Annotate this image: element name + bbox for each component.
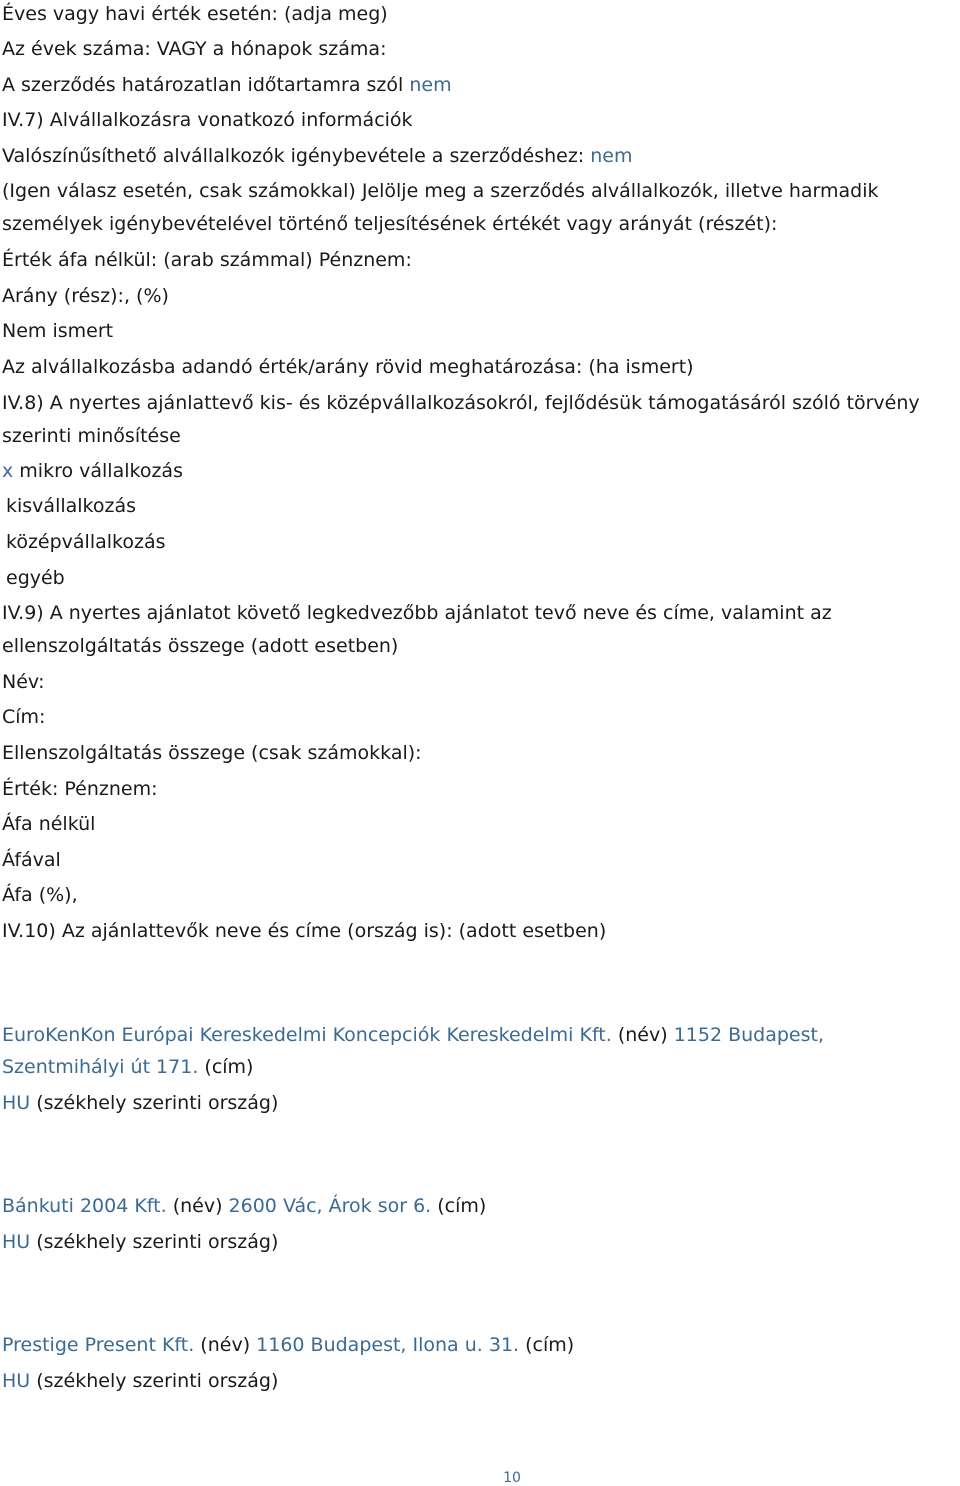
bidder-1-country-tag: (székhely szerinti ország)	[30, 1092, 279, 1114]
section-heading-iv8-1: IV.8) A nyertes ajánlattevő kis- és középvállalkozásokról, fejlődésük támogatásáról szóló törvény	[2, 392, 920, 414]
bidder-2-name-tag: (név)	[166, 1195, 229, 1217]
bidder-3-name-tag: (név)	[194, 1334, 257, 1356]
indefinite-term-label: A szerződés határozatlan időtartamra szól	[2, 74, 410, 96]
line-value-currency: Érték: Pénznem:	[2, 778, 158, 800]
bidder-1-address-tag: (cím)	[198, 1056, 254, 1078]
line-gross: Áfával	[2, 849, 61, 871]
micro-enterprise-label: mikro vállalkozás	[13, 460, 183, 482]
bidder-2-country-tag: (székhely szerinti ország)	[30, 1231, 279, 1253]
subcontractor-likely-value: nem	[590, 145, 633, 167]
bidder-2-name: Bánkuti 2004 Kft.	[2, 1195, 167, 1217]
line-address: Cím:	[2, 706, 46, 728]
option-other: egyéb	[6, 567, 65, 589]
bidder-1-name-line	[2, 1024, 824, 1046]
indefinite-term-value: nem	[409, 74, 452, 96]
bidder-1-country-line	[2, 1092, 278, 1114]
line-annual-monthly: Éves vagy havi érték esetén: (adja meg)	[2, 3, 388, 25]
bidder-1-address-part1: 1152 Budapest,	[673, 1024, 825, 1046]
option-medium-enterprise: középvállalkozás	[6, 531, 166, 553]
section-heading-iv7: IV.7) Alvállalkozásra vonatkozó információk	[2, 109, 413, 131]
line-consideration-amount: Ellenszolgáltatás összege (csak számokkal):	[2, 742, 422, 764]
line-not-known: Nem ismert	[2, 320, 114, 342]
bidder-2-country-line	[2, 1231, 278, 1253]
bidder-1-country: HU	[2, 1092, 31, 1114]
option-small-enterprise: kisvállalkozás	[6, 495, 137, 517]
bidder-3-name: Prestige Present Kft.	[2, 1334, 195, 1356]
section-heading-iv9-1: IV.9) A nyertes ajánlatot követő legkedvezőbb ajánlatot tevő neve és címe, valamint az	[2, 602, 832, 624]
line-subcontractor-instruction-2: személyek igénybevételével történő teljesítésének értékét vagy arányát (részét):	[2, 213, 778, 235]
line-subcontractor-likely	[2, 145, 633, 167]
line-subcontractor-instruction-1: (Igen válasz esetén, csak számokkal) Jelölje meg a szerződés alvállalkozók, illetve harmadik	[2, 180, 879, 202]
section-heading-iv8-2: szerinti minősítése	[2, 425, 181, 447]
bidder-3-address: 1160 Budapest, Ilona u. 31.	[256, 1334, 520, 1356]
micro-enterprise-mark: x	[2, 460, 14, 482]
line-years-months: Az évek száma: VAGY a hónapok száma:	[2, 38, 387, 60]
line-net: Áfa nélkül	[2, 813, 96, 835]
bidder-3-address-tag: (cím)	[519, 1334, 575, 1356]
bidder-3-name-line	[2, 1334, 574, 1356]
line-value-without-vat: Érték áfa nélkül: (arab számmal) Pénznem:	[2, 249, 412, 271]
section-heading-iv10: IV.10) Az ajánlattevők neve és címe (ország is): (adott esetben)	[2, 920, 607, 942]
bidder-2-name-line	[2, 1195, 486, 1217]
bidder-1-address-part2: Szentmihályi út 171.	[2, 1056, 199, 1078]
bidder-3-country-line	[2, 1370, 278, 1392]
bidder-1-name-tag: (név)	[611, 1024, 674, 1046]
bidder-2-country: HU	[2, 1231, 31, 1253]
bidder-3-country-tag: (székhely szerinti ország)	[30, 1370, 279, 1392]
line-vat-percent: Áfa (%),	[2, 884, 78, 906]
line-indefinite-term	[2, 74, 452, 96]
page-number: 10	[503, 1470, 521, 1486]
bidder-1-address-line	[2, 1056, 253, 1078]
bidder-1-name: EuroKenKon Európai Kereskedelmi Koncepciók Kereskedelmi Kft.	[2, 1024, 612, 1046]
bidder-2-address-tag: (cím)	[431, 1195, 487, 1217]
bidder-3-country: HU	[2, 1370, 31, 1392]
line-ratio: Arány (rész):, (%)	[2, 285, 169, 307]
option-micro-enterprise	[2, 460, 183, 482]
line-subcontract-description: Az alvállalkozásba adandó érték/arány rövid meghatározása: (ha ismert)	[2, 356, 694, 378]
section-heading-iv9-2: ellenszolgáltatás összege (adott esetben)	[2, 635, 399, 657]
bidder-2-address: 2600 Vác, Árok sor 6.	[228, 1195, 432, 1217]
subcontractor-likely-label: Valószínűsíthető alvállalkozók igénybevétele a szerződéshez:	[2, 145, 591, 167]
line-name: Név:	[2, 671, 45, 693]
